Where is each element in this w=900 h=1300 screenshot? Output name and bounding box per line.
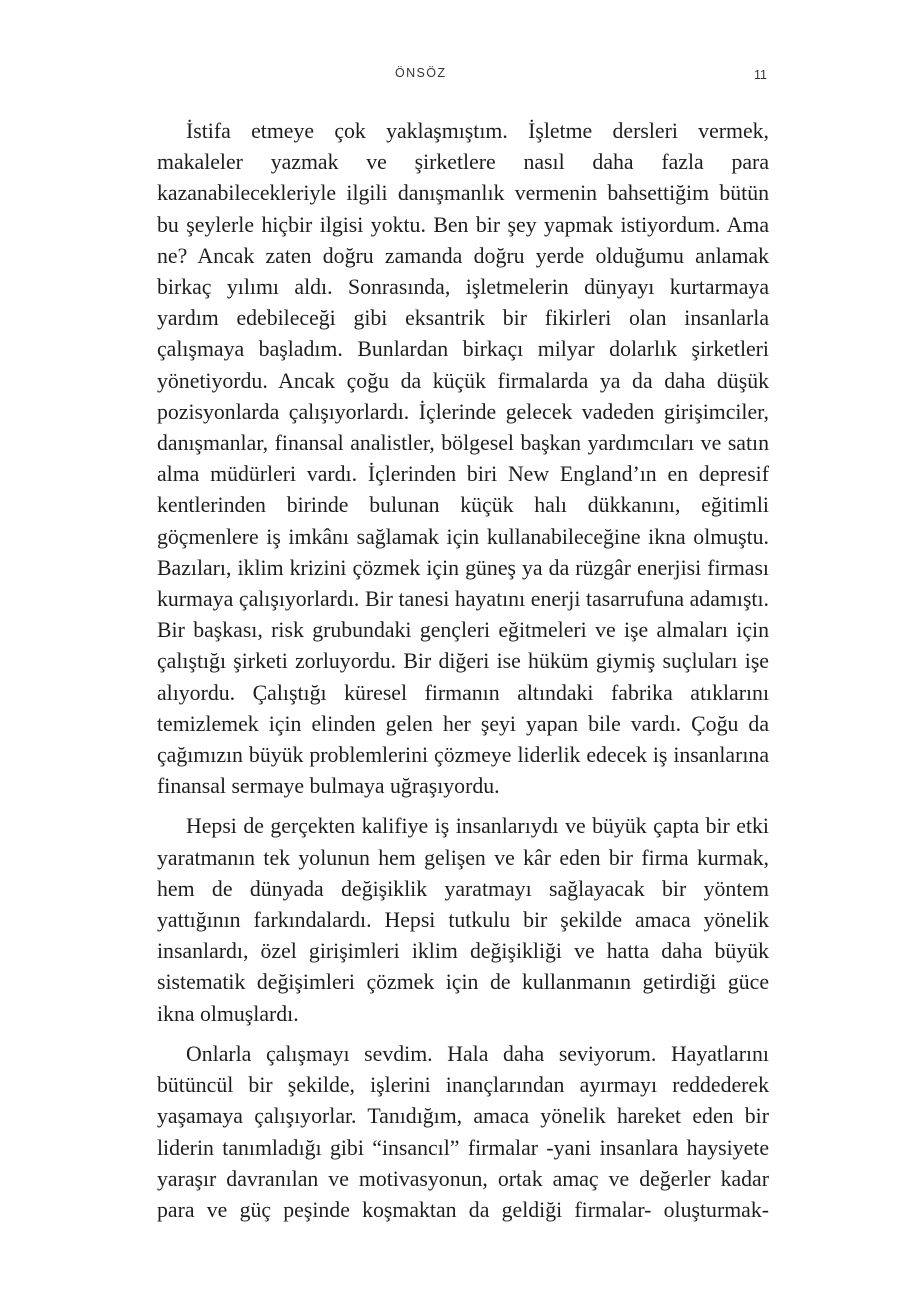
body-text	[157, 116, 769, 1226]
running-title: ÖNSÖZ	[395, 66, 447, 80]
paragraph-resignation: İstifa etmeye çok yaklaşmıştım. İşletme dersleri vermek, makaleler yazmak ve şirketlere nasıl daha fazla para kazanabilecekleriyle ilgili danışmanlık vermenin bahsettiğim bütün bu şeylerle hiçbir ilgisi yoktu. Ben bir şey yapmak istiyordum. Ama ne? Ancak zaten doğru zamanda doğru yerde olduğumu anlamak birkaç yılımı aldı. Sonrasında, işletmelerin dünyayı kurtarmaya yardım edebileceği gibi eksantrik bir fikirleri olan insanlarla çalışmaya başladım. Bunlardan birkaçı milyar dolarlık şirketleri yönetiyordu. Ancak çoğu da küçük firmalarda ya da daha düşük pozisyonlarda çalışıyorlardı. İçlerinde gelecek vadeden girişimciler, danışmanlar, finansal analistler, bölgesel başkan yardımcıları ve satın alma müdürleri vardı. İçlerinden biri New England’ın en depresif kentlerinden birinde bulunan küçük halı dükkanını, eğitimli göçmenlere iş imkânı sağlamak için kullanabileceğine ikna olmuştu. Bazıları, iklim krizini çözmek için güneş ya da rüzgâr enerjisi firması kurmaya çalışıyorlardı. Bir tanesi hayatını enerji tasarrufuna adamıştı. Bir başkası, risk grubundaki gençleri eğitmeleri ve işe almaları için çalıştığı şirketi zorluyordu. Bir diğeri ise hüküm giymiş suçluları işe alıyordu. Çalıştığı küresel firmanın altındaki fabrika atıklarını temizlemek için elinden gelen her şeyi yapan bile vardı. Çoğu da çağımızın büyük problemlerini çözmeye liderlik edecek iş insanlarına finansal sermaye bulmaya uğraşıyordu.	[157, 119, 769, 799]
paragraph-loved-working-with-them: Onlarla çalışmayı sevdim. Hala daha seviyorum. Hayatlarını bütüncül bir şekilde, işlerini inançlarından ayırmayı reddederek yaşamaya çalışıyorlar. Tanıdığım, amaca yönelik hareket eden bir liderin tanımladığı gibi “insancıl” firmalar -yani insanlara haysiyete yaraşır davranılan ve motivasyonun, ortak amaç ve değerler kadar para ve güç peşinde koşmaktan da geldiği firmalar- oluşturmak-	[157, 1041, 769, 1222]
paragraph-qualified-business-people: Hepsi de gerçekten kalifiye iş insanlarıydı ve büyük çapta bir etki yaratmanın tek yolunun hem gelişen ve kâr eden bir firma kurmak, hem de dünyada değişiklik yaratmayı sağlayacak bir yöntem yattığının farkındalardı. Hepsi tutkulu bir şekilde amaca yönelik insanlardı, özel girişimleri iklim değişikliği ve hatta daha büyük sistematik değişimleri çözmek için de kullanmanın getirdiği güce ikna olmuşlardı.	[157, 814, 769, 1026]
page-number: 11	[754, 68, 767, 82]
